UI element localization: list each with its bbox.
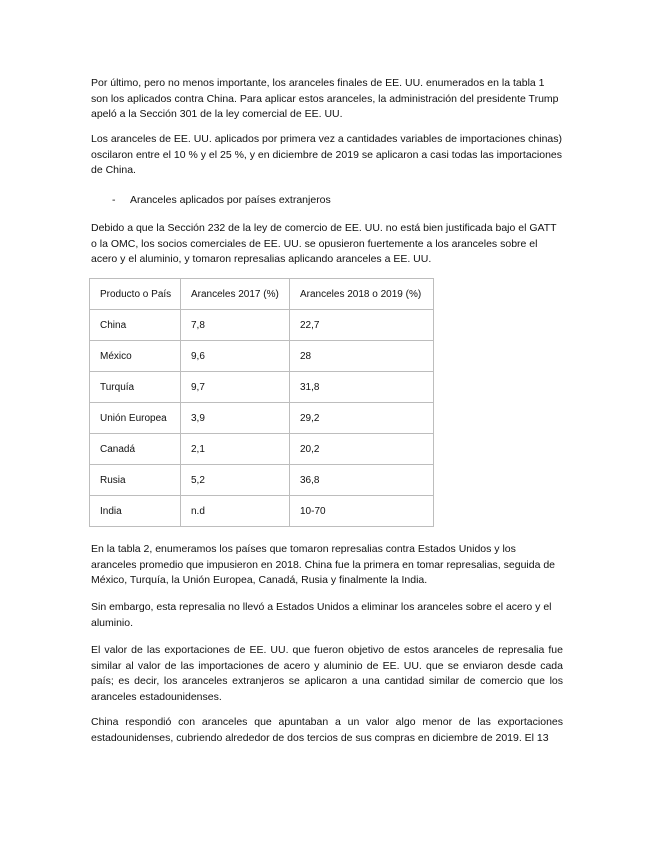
table-row bbox=[90, 372, 434, 403]
table-row bbox=[90, 341, 434, 372]
bullet-item bbox=[112, 193, 331, 209]
table-cell: 20,2 bbox=[290, 434, 434, 465]
table-header-row bbox=[90, 279, 434, 310]
table-cell: Rusia bbox=[90, 465, 181, 496]
table-cell: Unión Europea bbox=[90, 403, 181, 434]
table-cell: 7,8 bbox=[181, 310, 290, 341]
table-cell: 36,8 bbox=[290, 465, 434, 496]
table-cell: Canadá bbox=[90, 434, 181, 465]
table-cell: 3,9 bbox=[181, 403, 290, 434]
table-header-cell: Aranceles 2018 o 2019 (%) bbox=[290, 279, 434, 310]
table-cell: 9,7 bbox=[181, 372, 290, 403]
bullet-text: Aranceles aplicados por países extranjeros bbox=[130, 194, 331, 206]
paragraph-7: China respondió con aranceles que apuntaban a un valor algo menor de las exportaciones estadounidenses, cubriendo alrededor de dos tercios de sus compras en diciembre de 2019. El 13 bbox=[91, 716, 563, 744]
bullet-dash: - bbox=[112, 194, 116, 206]
table-cell: 9,6 bbox=[181, 341, 290, 372]
table-header-cell: Producto o País bbox=[90, 279, 181, 310]
paragraph-1: Por último, pero no menos importante, los aranceles finales de EE. UU. enumerados en la tabla 1 son los aplicados contra China. Para aplicar estos aranceles, la administración del presidente Trump apeló a la Sección 301 de la ley comercial de EE. UU. bbox=[91, 77, 559, 120]
table-cell: 31,8 bbox=[290, 372, 434, 403]
paragraph-6: El valor de las exportaciones de EE. UU. que fueron objetivo de estos aranceles de represalia fue similar al valor de las importaciones de acero y aluminio de EE. UU. que se enviaron desde cada país; es decir, los aranceles extranjeros se aplicaron a una cantidad similar de comercio que los aranceles estadounidenses. bbox=[91, 644, 563, 703]
paragraph-1-block bbox=[91, 76, 563, 123]
paragraph-2: Los aranceles de EE. UU. aplicados por primera vez a cantidades variables de importaciones chinas) oscilaron entre el 10 % y el 25 %, y en diciembre de 2019 se aplicaron a casi todas las importaciones de China. bbox=[91, 133, 563, 176]
paragraph-5: Sin embargo, esta represalia no llevó a Estados Unidos a eliminar los aranceles sobre el acero y el aluminio. bbox=[91, 601, 552, 629]
table-cell: 2,1 bbox=[181, 434, 290, 465]
table-row bbox=[90, 403, 434, 434]
table-header-cell: Aranceles 2017 (%) bbox=[181, 279, 290, 310]
table-cell: India bbox=[90, 496, 181, 527]
table-cell: 28 bbox=[290, 341, 434, 372]
table-cell: 10-70 bbox=[290, 496, 434, 527]
table-row bbox=[90, 465, 434, 496]
table-cell: 29,2 bbox=[290, 403, 434, 434]
paragraph-3: Debido a que la Sección 232 de la ley de comercio de EE. UU. no está bien justificada bajo el GATT o la OMC, los socios comerciales de EE. UU. se opusieron fuertemente a los aranceles sobre el acero y el aluminio, y tomaron represalias aplicando aranceles a EE. UU. bbox=[91, 222, 557, 265]
paragraph-3-block bbox=[91, 221, 563, 268]
paragraph-6-block bbox=[91, 643, 563, 705]
table-cell: China bbox=[90, 310, 181, 341]
paragraph-4-block bbox=[91, 542, 563, 589]
table-row bbox=[90, 310, 434, 341]
paragraph-7-block bbox=[91, 715, 563, 746]
table-cell: 5,2 bbox=[181, 465, 290, 496]
paragraph-5-block bbox=[91, 600, 563, 631]
table-cell: México bbox=[90, 341, 181, 372]
table-cell: 22,7 bbox=[290, 310, 434, 341]
table-cell: n.d bbox=[181, 496, 290, 527]
table-row bbox=[90, 496, 434, 527]
tariff-table bbox=[89, 278, 434, 527]
table-row bbox=[90, 434, 434, 465]
paragraph-2-block bbox=[91, 132, 563, 179]
table-cell: Turquía bbox=[90, 372, 181, 403]
paragraph-4: En la tabla 2, enumeramos los países que tomaron represalias contra Estados Unidos y los aranceles promedio que impusieron en 2018. China fue la primera en tomar represalias, seguida de México, Turquía, la Unión Europea, Canadá, Rusia y finalmente la India. bbox=[91, 543, 556, 586]
